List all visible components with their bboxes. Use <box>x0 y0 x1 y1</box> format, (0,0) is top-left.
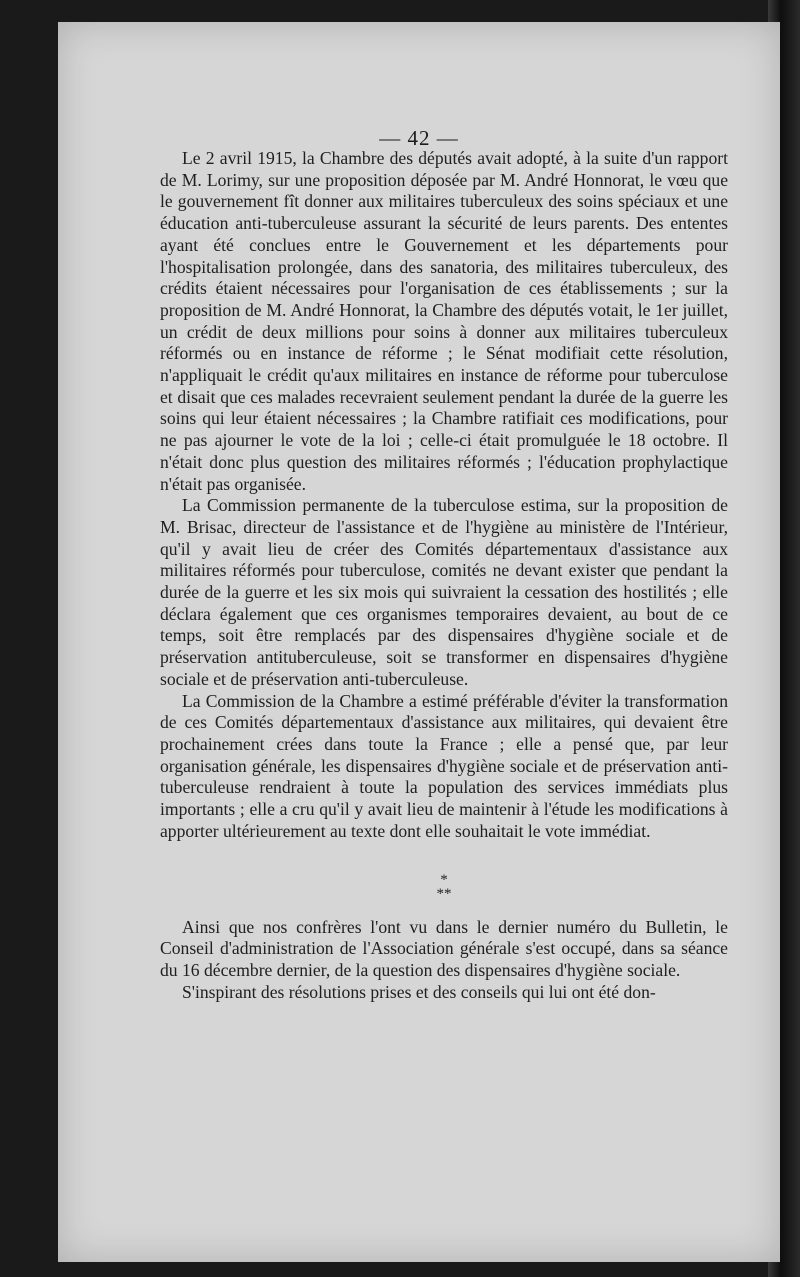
paragraph-1: Le 2 avril 1915, la Chambre des députés avait adopté, à la suite d'un rapport de M. Lorimy, sur une proposition déposée par M. André Honnorat, le vœu que le gouvernement fît donner aux militaires tuberculeux des soins spéciaux et une éducation anti-tuberculeuse assurant la sécurité de leurs parents. Des ententes ayant été conclues entre le Gouvernement et les départements pour l'hospitalisation prolongée, dans des sanatoria, des militaires tuberculeux, des crédits étaient nécessaires pour l'organisation de ces établissements ; sur la proposition de M. André Honnorat, la Chambre des députés votait, le 1er juillet, un crédit de deux millions pour soins à donner aux militaires tuberculeux réformés ou en instance de réforme ; le Sénat modifiait cette résolution, n'appliquait le crédit qu'aux militaires en instance de réforme pour tuberculose et disait que ces malades recevraient seulement pendant la durée de la guerre les soins qui leur étaient nécessaires ; la Chambre ratifiait ces modifications, pour ne pas ajourner le vote de la loi ; celle-ci était promulguée le 18 octobre. Il n'était donc plus question des militaires réformés ; l'éducation prophylactique n'était pas organisée. <box>160 148 728 494</box>
paragraph-2: La Commission permanente de la tuberculose estima, sur la proposition de M. Brisac, directeur de l'assistance et de l'hygiène au ministère de l'Intérieur, qu'il y avait lieu de créer des Comités départementaux d'assistance aux militaires réformés pour tuberculose, comités ne devant exister que pendant la durée de la guerre et les six mois qui suivraient la cessation des hostilités ; elle déclara également que ces organismes temporaires devaient, au bout de ce temps, soit être remplacés par des dispensaires d'hygiène sociale et de préservation antituberculeuse, soit se transformer en dispensaires d'hygiène sociale et de préservation anti-tuberculeuse. <box>160 495 728 689</box>
asterism-top: * <box>440 871 448 888</box>
page-body <box>160 148 728 1003</box>
paragraph-4: Ainsi que nos confrères l'ont vu dans le dernier numéro du Bulletin, le Conseil d'administration de l'Association générale s'est occupé, dans sa séance du 16 décembre dernier, de la question des dispensaires d'hygiène sociale. <box>160 916 728 980</box>
page-number: — 42 — <box>379 126 459 150</box>
asterism-bottom: ** <box>436 885 452 902</box>
paragraph-3: La Commission de la Chambre a estimé préférable d'éviter la transformation de ces Comités départementaux d'assistance aux militaires, qui devaient être prochainement crées dans toute la France ; elle a pensé que, par leur organisation générale, les dispensaires d'hygiène sociale et de préservation anti-tuberculeuse rendraient à toute la population des services immédiats plus importants ; elle a cru qu'il y avait lieu de maintenir à l'étude les modifications à apporter ultérieurement au texte dont elle souhaitait le vote immédiat. <box>160 690 728 841</box>
paragraph-5: S'inspirant des résolutions prises et des conseils qui lui ont été don- <box>182 981 656 1002</box>
asterism-ornament <box>160 873 728 901</box>
